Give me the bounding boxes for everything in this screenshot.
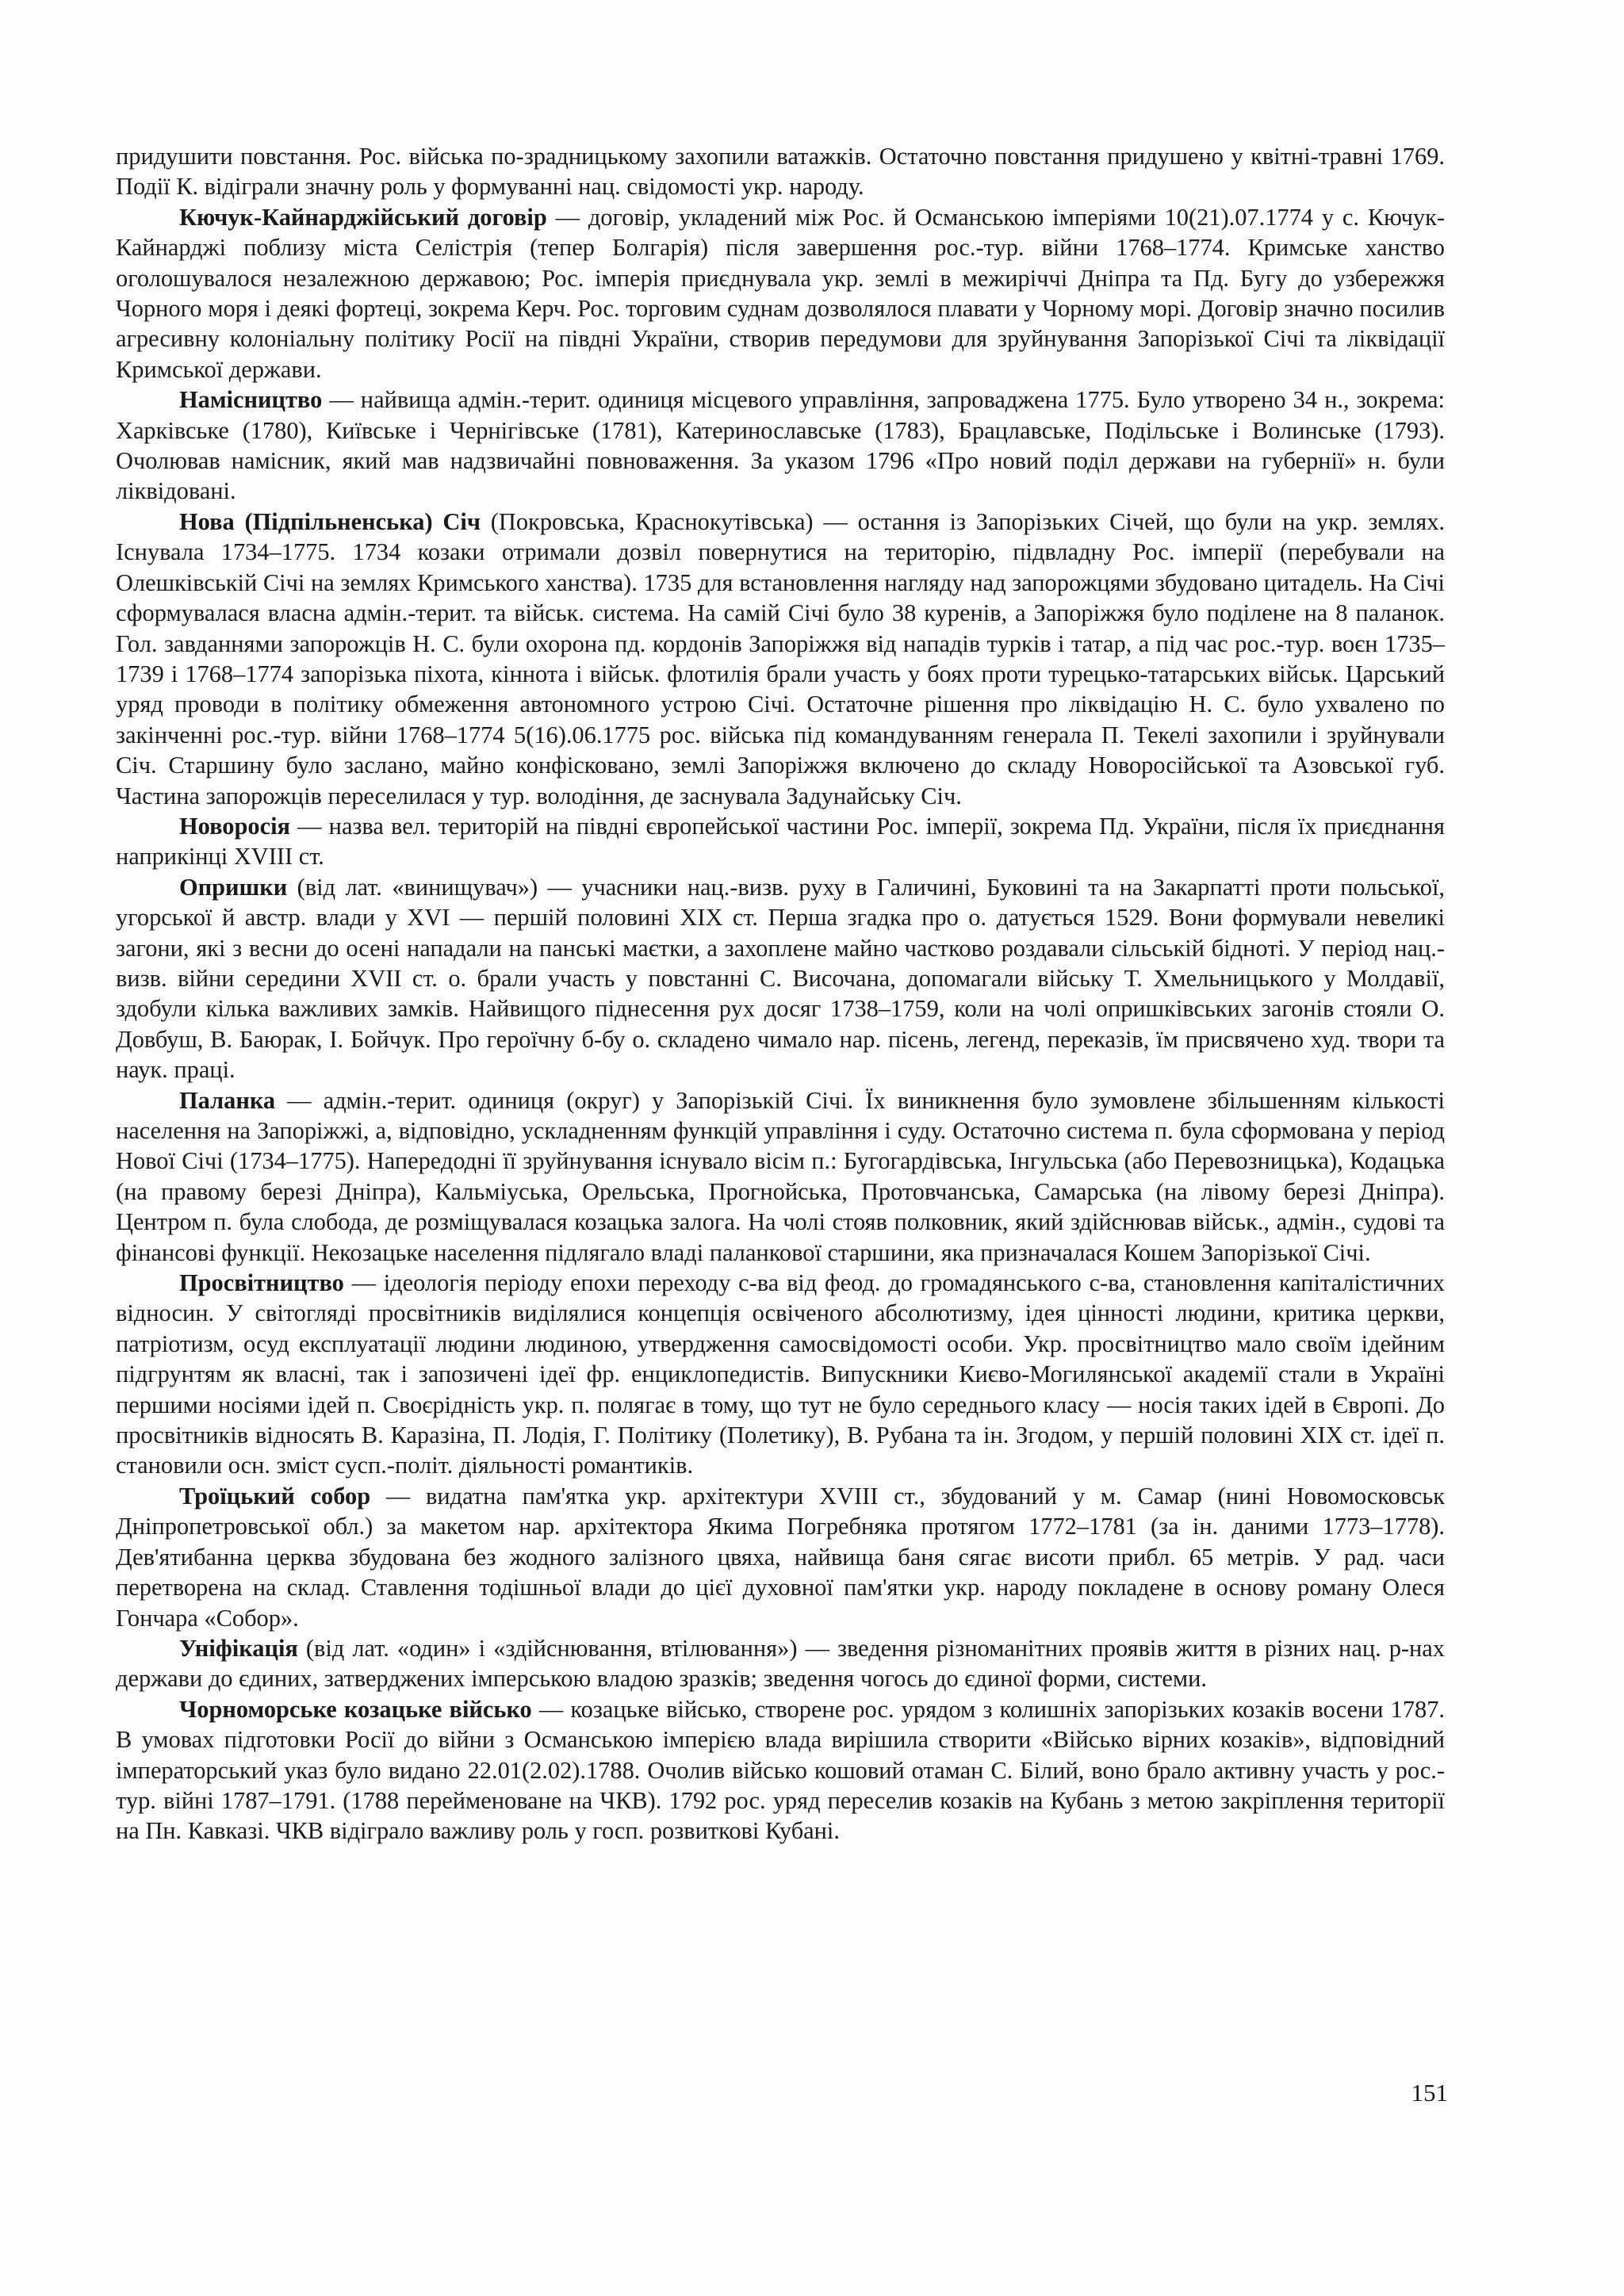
entry-term: Нова (Підпільненська) Січ [179, 507, 481, 535]
entry-text: — назва вел. територій на півдні європейської частини Рос. імперії, зокрема Пд. України, після їх приєднання наприкінці XVIII ст. [116, 812, 1445, 871]
entry-novorosiia [116, 811, 1445, 872]
entry-text: (від лат. «один» і «здійснювання, втілювання») — зведення різноманітних проявів життя в різних нац. р-нах держави до єдиних, затверджених імперською владою зразків; зведення чогось до єдиної форми, системи. [116, 1634, 1445, 1693]
entry-unifikatsiia [116, 1633, 1445, 1694]
entry-text: — видатна пам'ятка укр. архітектури XVIII ст., збудований у м. Самар (нині Новомосковськ Дніпропетровської обл.) за макетом нар. архітектора Якима Погребняка протягом 1772–1781 (за ін. даними 1773–1778). Дев'ятибанна церква збудована без жодного залізного цвяха, найвища баня сягає висоти прибл. 65 метрів. У рад. часи перетворена на склад. Ставлення тодішньої влади до цієї духовної пам'ятки укр. народу покладене в основу роману Олеся Гончара «Собор». [116, 1482, 1445, 1632]
page-body [116, 141, 1445, 1846]
entry-term: Просвітництво [179, 1269, 344, 1297]
entry-namisnytstvo [116, 385, 1445, 507]
entry-text: — адмін.-терит. одиниця (округ) у Запорізькій Січі. Їх виникнення було зумовлене збільшенням кількості населення на Запоріжжі, а, відповідно, ускладненням функцій управління і суду. Остаточно система п. була сформована у період Нової Січі (1734–1775). Напередодні її зруйнування існувало вісім п.: Бугогардівська, Інгульська (або Перевозницька), Кодацька (на правому березі Дніпра), Кальміуська, Орельська, Прогнойська, Протовчанська, Самарська (на лівому березі Дніпра). Центром п. була слобода, де розміщувалася козацька залога. На чолі стояв полковник, який здійснював військ., адмін., судові та фінансові функції. Некозацьке населення підлягало владі паланкової старшини, яка призначалася Кошем Запорізької Січі. [116, 1086, 1445, 1266]
entry-term: Кючук-Кайнарджійський договір [179, 203, 547, 231]
entry-prosvitnytstvo [116, 1268, 1445, 1481]
entry-text: придушити повстання. Рос. війська по-зрадницькому захопили ватажків. Остаточно повстання придушено у квітні-травні 1769. Події К. відіграли значну роль у формуванні нац. свідомості укр. народу. [116, 143, 1445, 201]
entry-text: (Покровська, Краснокутівська) — остання із Запорізьких Січей, що були на укр. землях. Існувала 1734–1775. 1734 козаки отримали дозвіл повернутися на територію, підвладну Рос. імперії (перебували на Олешківській Січі на землях Кримського ханства). 1735 для встановлення нагляду над запорожцями збудовано цитадель. На Січі сформувалася власна адмін.-терит. та військ. система. На самій Січі було 38 куренів, а Запоріжжя було поділене на 8 паланок. Гол. завданнями запорожців Н. С. були охорона пд. кордонів Запоріжжя від нападів турків і татар, а під час рос.-тур. воєн 1735–1739 і 1768–1774 запорізька піхота, кіннота і військ. флотилія брали участь у боях проти турецько-татарських військ. Царський уряд проводи в політику обмеження автономного устрою Січі. Остаточне рішення про ліквідацію Н. С. було ухвалено по закінченні рос.-тур. війни 1768–1774 5(16).06.1775 рос. війська під командуванням генерала П. Текелі захопили і зруйнували Січ. Старшину було заслано, майно конфісковано, землі Запоріжжя включено до складу Новоросійської та Азовської губ. Частина запорожців переселилася у тур. володіння, де заснувала Задунайську Січ. [116, 507, 1445, 809]
entry-term: Опришки [179, 873, 288, 901]
entry-chornomorske-viisko [116, 1694, 1445, 1846]
entry-text: — договір, укладений між Рос. й Османською імперіями 10(21).07.1774 у с. Кючук-Кайнарджі поблизу міста Селістрія (тепер Болгарія) після завершення рос.-тур. війни 1768–1774. Кримське ханство оголошувалося незалежною державою; Рос. імперія приєднувала укр. землі в межиріччі Дніпра та Пд. Бугу до узбережжя Чорного моря і деякі фортеці, зокрема Керч. Рос. торговим суднам дозволялося плавати у Чорному морі. Договір значно посилив агресивну колоніальну політику Росії на півдні України, створив передумови для зруйнування Запорізької Січі та ліквідації Кримської держави. [116, 203, 1445, 383]
entry-term: Новоросія [179, 812, 290, 840]
entry-term: Паланка [179, 1086, 276, 1114]
entry-nova-sich [116, 507, 1445, 811]
entry-text: — ідеологія періоду епохи переходу с-ва від феод. до громадянського с-ва, становлення капіталістичних відносин. У світогляді просвітників виділялися концепція освіченого абсолютизму, ідея цінності людини, критика церкви, патріотизм, осуд експлуатації людини людиною, утвердження самосвідомості особи. Укр. просвітництво мало своїм ідейним підгрунтям як власні, так і запозичені ідеї фр. енциклопедистів. Випускники Києво-Могилянської академії стали в Україні першими носіями ідей п. Своєрідність укр. п. полягає в тому, що тут не було середнього класу — носія таких ідей в Європі. До просвітників відносять В. Каразіна, П. Лодія, Г. Політику (Полетику), В. Рубана та ін. Згодом, у першій половині XIX ст. ідеї п. становили осн. зміст сусп.-політ. діяльності романтиків. [116, 1269, 1445, 1479]
entry-kiuchuk-kainardzhi-treaty [116, 202, 1445, 385]
entry-opryshky [116, 872, 1445, 1085]
entry-term: Троїцький собор [179, 1482, 371, 1510]
entry-term: Намісництво [179, 386, 323, 414]
entry-term: Уніфікація [179, 1634, 298, 1662]
page-number: 151 [1411, 2079, 1448, 2107]
entry-term: Чорноморське козацьке військо [179, 1695, 532, 1723]
entry-troitskyi-sobor [116, 1481, 1445, 1633]
entry-text: (від лат. «винищувач») — учасники нац.-визв. руху в Галичині, Буковині та на Закарпатті проти польської, угорської й австр. влади у XVI — першій половині XIX ст. Перша згадка про о. датується 1529. Вони формували невеликі загони, які з весни до осені нападали на панські маєтки, а захоплене майно частково роздавали сільській бідноті. У період нац.-визв. війни середини XVII ст. о. брали участь у повстанні С. Височана, допомагали війську Т. Хмельницького у Молдавії, здобули кілька важливих замків. Найвищого піднесення рух досяг 1738–1759, коли на чолі опришківських загонів стояли О. Довбуш, В. Баюрак, І. Бойчук. Про героїчну б-бу о. складено чимало нар. пісень, легенд, переказів, їм присвячено худ. твори та наук. праці. [116, 873, 1445, 1084]
entry-palanka [116, 1085, 1445, 1268]
entry-continuation-paragraph [116, 141, 1445, 202]
entry-text: — козацьке військо, створене рос. урядом з колишніх запорізьких козаків восени 1787. В умовах підготовки Росії до війни з Османською імперією влада вирішила створити «Військо вірних козаків», відповідний імператорський указ було видано 22.01(2.02).1788. Очолив військо кошовий отаман С. Білий, воно брало активну участь у рос.-тур. війні 1787–1791. (1788 перейменоване на ЧКВ). 1792 рос. уряд переселив козаків на Кубань з метою закріплення території на Пн. Кавказі. ЧКВ відіграло важливу роль у госп. розвиткові Кубані. [116, 1695, 1446, 1845]
entry-text: — найвища адмін.-терит. одиниця місцевого управління, запроваджена 1775. Було утворено 34 н., зокрема: Харківське (1780), Київське і Чернігівське (1781), Катеринославське (1783), Брацлавське, Подільське і Волинське (1793). Очолював намісник, який мав надзвичайні повноваження. За указом 1796 «Про новий поділ держави на губернії» н. були ліквідовані. [116, 386, 1445, 505]
